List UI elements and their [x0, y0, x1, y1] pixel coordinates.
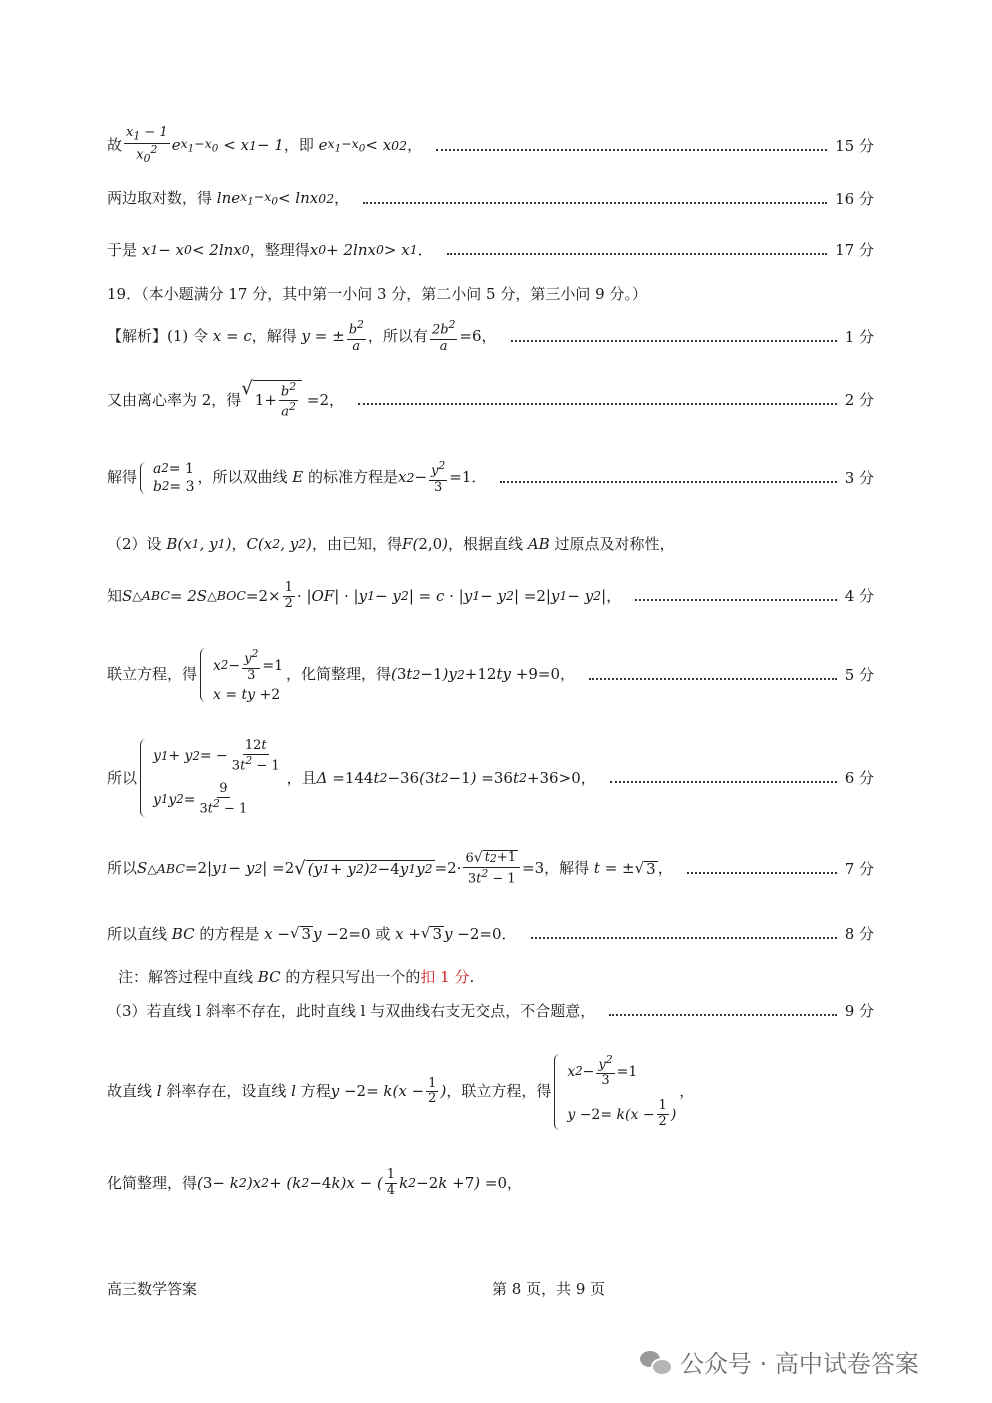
- text: ，所以双曲线: [197, 468, 288, 487]
- deduction-text: 扣 1 分: [420, 967, 470, 986]
- text: 过原点及对称性，: [554, 534, 675, 553]
- formula: B(x 1 , y 1 ): [161, 534, 232, 553]
- text: ，化简整理，得: [285, 665, 391, 684]
- formula: t = ± √ 3: [589, 858, 656, 878]
- wechat-icon: [640, 1349, 670, 1375]
- text: ，所以有: [367, 327, 428, 346]
- text: ．: [471, 468, 487, 487]
- leader-dots: [436, 147, 827, 151]
- text: .: [469, 967, 475, 986]
- score: 16 分: [835, 189, 874, 208]
- leader-dots: [687, 870, 837, 874]
- text: ，解得: [251, 327, 297, 346]
- text: 的方程只写出一个的: [285, 967, 421, 986]
- watermark-text: 公众号 · 高中试卷答案: [680, 1350, 919, 1378]
- score: 17 分: [835, 240, 874, 259]
- line-6: [107, 732, 874, 824]
- leader-dots: [500, 479, 836, 483]
- text: 斜率存在，设直线: [166, 1082, 287, 1101]
- score: 1 分: [844, 327, 874, 346]
- formula: S △ABC = 2S △BOC = 2 × $\frac{1}{2}$ · |OF| · |y 1 − y 2 | = c · |y 1 − y 2 | = 2 |y 1 − y 2 |: [122, 579, 607, 611]
- footer-page-number: 第 8 页，共 9 页: [492, 1280, 606, 1298]
- text: 19．（本小题满分 17 分，其中第一小问 3 分，第二小问 5 分，第三小问 9 分。）: [107, 284, 647, 303]
- leader-dots: [610, 779, 837, 783]
- formula: AB: [523, 534, 555, 553]
- formula: $\frac{2b^2}{a}$ = 6: [431, 318, 482, 354]
- formula: x = c: [208, 327, 252, 346]
- formula: ( 3 − k 2 )x 2 + (k 2 − 4 k)x − ( $\frac{1}{4}$ k 2 − 2 k + 7 ) = 0: [197, 1166, 507, 1198]
- leader-dots: [447, 251, 827, 255]
- equation-system: y 1 + y 2 = − $\frac{12t}{3t^2 - 1}$ y 1 y 2 = $\frac{9}{3t^2 - 1}$: [140, 739, 284, 817]
- part-2-intro: [107, 532, 874, 556]
- text: 解得: [107, 468, 138, 487]
- text: ，根据直线: [448, 534, 524, 553]
- text: ．: [501, 924, 517, 943]
- text: ，: [231, 534, 247, 553]
- line-9: [107, 1000, 874, 1022]
- text: ，且: [286, 768, 317, 787]
- text: 方程: [300, 1082, 331, 1101]
- score: 7 分: [844, 859, 874, 878]
- text: 两边取对数，得: [107, 189, 213, 208]
- score: 3 分: [844, 468, 874, 487]
- formula: l: [286, 1082, 301, 1101]
- line-11: [107, 1160, 874, 1206]
- text: ，: [329, 390, 345, 409]
- text: ，: [506, 1173, 522, 1192]
- text: ，联立方程，得: [446, 1082, 552, 1101]
- text: 的标准方程是: [308, 468, 399, 487]
- question-19-header: [107, 284, 874, 304]
- score: 8 分: [844, 924, 874, 943]
- line-1: [107, 316, 874, 358]
- text: 联立方程，得: [107, 665, 198, 684]
- text: ，: [679, 1082, 695, 1101]
- text: 于是: [107, 240, 138, 259]
- text: ，: [407, 136, 423, 155]
- formula: $\frac{x_1 - 1}{x_0^2}$ e $x_1-x_0$ < x 1 − 1: [126, 125, 284, 166]
- formula: e $x_1-x_0$ < x 0 2: [313, 136, 408, 155]
- formula: x − √ 3 y − 2 = 0: [259, 924, 371, 943]
- text: ，: [606, 586, 622, 605]
- text: （2）设: [107, 534, 162, 553]
- formula: ( 3 t 2 − 1 )y 2 + 12 ty + 9 = 0: [391, 665, 560, 684]
- leader-dots: [363, 200, 827, 204]
- formula: l: [152, 1082, 167, 1101]
- formula: y − 2 = k(x − $\frac{1}{2}$ ): [330, 1075, 447, 1107]
- line-3: [107, 452, 874, 504]
- text: 所以: [107, 768, 138, 787]
- text: 故直线: [107, 1082, 153, 1101]
- score: 15 分: [835, 136, 874, 155]
- text: ，: [481, 327, 497, 346]
- equation-system: x 2 − $\frac{y^2}{3}$ = 1 x = ty + 2: [200, 648, 283, 701]
- formula: x 1 − x 0 < 2lnx 0: [137, 240, 250, 259]
- text: ，: [334, 189, 350, 208]
- formula: √ 1 + $\frac{b^2}{a^2}$ = 2: [241, 377, 330, 420]
- line-2: [107, 376, 874, 424]
- line-17: [107, 238, 874, 262]
- formula: S △ABC = 2 |y 1 − y 2 | = 2 √ (y 1 + y 2 ) 2 − 4 y 1 y 2 = 2 · 6 √ t 2 + 1 $3t^2 - 1$ = 3: [137, 850, 545, 887]
- text: 故: [107, 136, 123, 155]
- line-15: [107, 126, 874, 166]
- leader-dots: [609, 1012, 836, 1016]
- formula: BC: [253, 967, 286, 986]
- leader-dots: [511, 338, 837, 342]
- line-4: [107, 576, 874, 616]
- text: 所以直线: [107, 924, 168, 943]
- text: ．: [417, 240, 433, 259]
- text: ，由已知，得: [312, 534, 403, 553]
- line-8: [107, 922, 874, 946]
- leader-dots: [531, 935, 837, 939]
- leader-dots: [589, 676, 837, 680]
- formula: y = ± $\frac{b^2}{a}$: [296, 318, 364, 354]
- score: 5 分: [844, 665, 874, 684]
- text: ，解得: [544, 859, 590, 878]
- formula: C(x 2 , y 2 ): [246, 534, 313, 553]
- formula: F( 2,0 ): [402, 534, 449, 553]
- note-line: [118, 966, 874, 988]
- score: 4 分: [844, 586, 874, 605]
- text: （3）若直线 l 斜率不存在，此时直线 l 与双曲线右支无交点，不合题意，: [107, 1001, 596, 1020]
- formula: E: [287, 468, 309, 487]
- formula: Δ = 144 t 2 − 36 ( 3 t 2 − 1 ) = 36 t 2 + 36 > 0: [316, 768, 581, 787]
- leader-dots: [358, 401, 837, 405]
- formula: x 0 + 2lnx 0 > x 1: [309, 240, 418, 259]
- score: 2 分: [844, 390, 874, 409]
- formula: x 2 − $\frac{y^2}{3}$ = 1: [398, 459, 472, 495]
- text: 注：解答过程中直线: [118, 967, 254, 986]
- equation-system: a 2 = 1 b 2 = 3: [140, 462, 194, 494]
- text: ，整理得: [249, 240, 310, 259]
- text: 化简整理，得: [107, 1173, 198, 1192]
- formula: BC: [167, 924, 200, 943]
- watermark: [640, 1344, 919, 1379]
- text: 或: [375, 924, 391, 943]
- line-16: [107, 186, 874, 212]
- leader-dots: [635, 597, 836, 601]
- line-5: [107, 640, 874, 710]
- formula: lne $x_1-x_0$ < lnx 0 2: [212, 189, 335, 208]
- score: 9 分: [844, 1001, 874, 1020]
- text: ，: [559, 665, 575, 684]
- footer-left: 高三数学答案: [107, 1280, 198, 1298]
- text: 【解析】(1) 令: [107, 327, 209, 346]
- formula: x + √ 3 y − 2 = 0: [390, 924, 502, 943]
- text: ，: [657, 859, 673, 878]
- text: 所以: [107, 859, 138, 878]
- score: 6 分: [844, 768, 874, 787]
- line-10: [107, 1040, 874, 1144]
- equation-system: x 2 − $\frac{y^2}{3}$ = 1 y − 2 = k(x − $\frac{1}{2}$ ): [554, 1054, 676, 1130]
- line-7: [107, 846, 874, 892]
- text: 的方程是: [199, 924, 260, 943]
- text: ，: [580, 768, 596, 787]
- text: 又由离心率为 2，得: [107, 390, 242, 409]
- text: ，即: [283, 136, 314, 155]
- text: 知: [107, 586, 123, 605]
